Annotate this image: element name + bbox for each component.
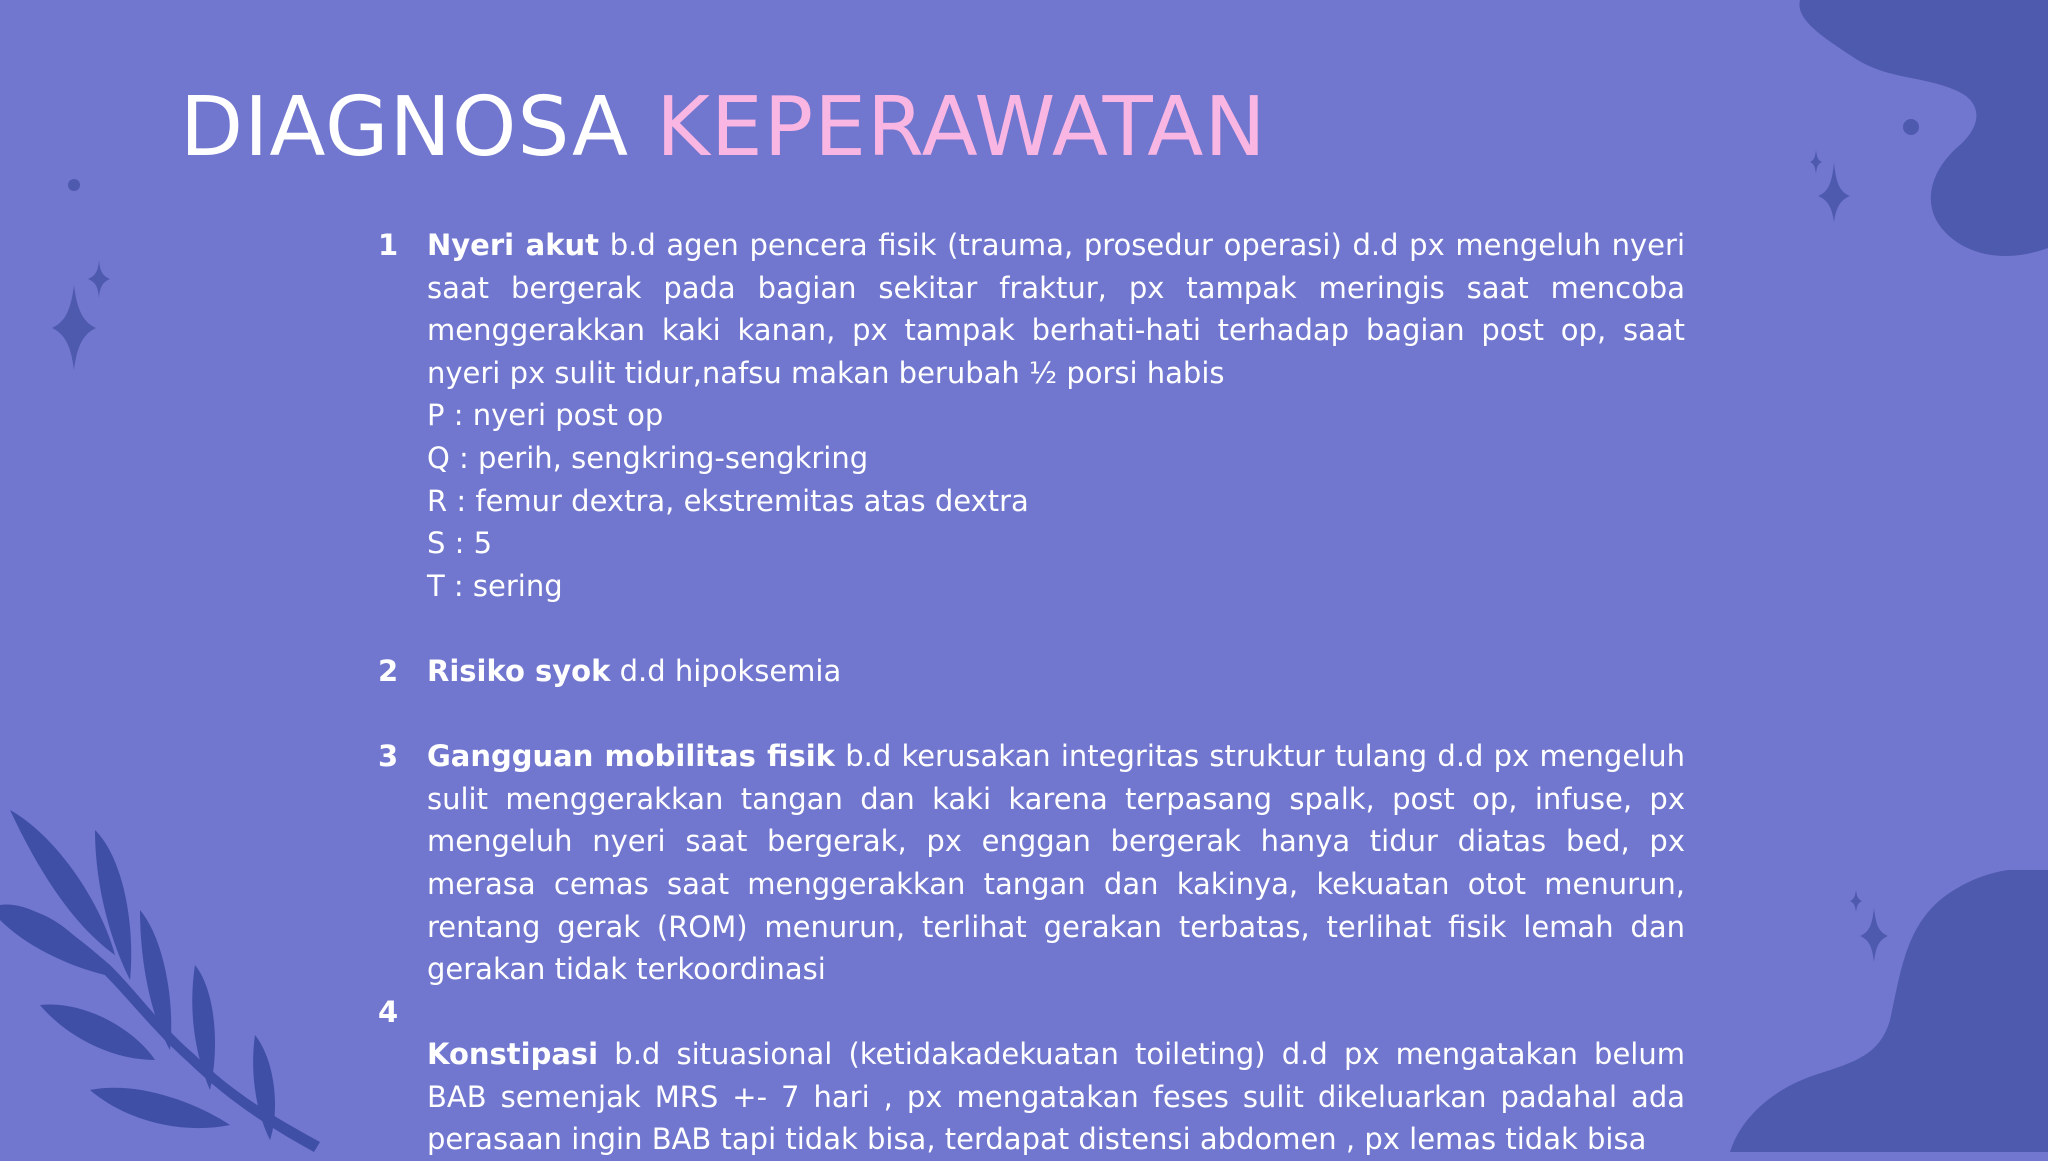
item-body: b.d agen pencera fisik (trauma, prosedur operasi) d.d px mengeluh nyeri saat bergerak pada bagian sekitar fraktur, px tampak meringis saat mencoba menggerakkan kaki kanan, px tampak berhati-hati terhadap bagian post op, saat nyeri px sulit tidur,nafsu makan berubah ½ porsi habis [427, 228, 1685, 390]
item-number: 4 [378, 994, 399, 1029]
detail-line: S : 5 [427, 526, 493, 561]
list-item [378, 224, 1685, 607]
spacer [378, 693, 1685, 736]
title-part2: KEPERAWATAN [656, 80, 1267, 175]
list-item [378, 650, 1685, 693]
item-number: 1 [378, 228, 399, 262]
dot-icon [1902, 118, 1920, 136]
list-item [378, 991, 1685, 1161]
detail-line: Q : perih, sengkring-sengkring [427, 440, 869, 475]
item-text [427, 1033, 1685, 1161]
item-number: 2 [378, 653, 399, 688]
dot-icon [67, 178, 81, 192]
item-heading: Konstipasi [427, 1037, 599, 1072]
item-body: b.d situasional (ketidakadekuatan toileting) d.d px mengatakan belum BAB semenjak MRS +- 7 hari , px mengatakan feses sulit dikeluarkan padahal ada perasaan ingin BAB tapi tidak bisa, terdapat distensi abdomen , px lemas tidak bisa [427, 1037, 1685, 1157]
page-title [180, 78, 1267, 178]
item-number: 3 [378, 739, 399, 774]
item-text [427, 224, 1685, 394]
list-item [378, 735, 1685, 991]
sparkle-icon [48, 260, 118, 370]
detail-line: R : femur dextra, ekstremitas atas dextra [427, 483, 1029, 518]
item-text [427, 650, 1685, 693]
detail-line: T : sering [427, 568, 563, 603]
title-part1: DIAGNOSA [180, 80, 630, 175]
spacer [427, 991, 1685, 1034]
item-heading: Gangguan mobilitas fisik [427, 739, 835, 774]
item-text [427, 735, 1685, 991]
item-heading: Nyeri akut [427, 228, 600, 262]
item-body: d.d hipoksemia [610, 653, 842, 688]
detail-line: P : nyeri post op [427, 398, 664, 433]
spacer [378, 607, 1685, 650]
leaf-branch [0, 790, 330, 1152]
diagnosis-list [378, 224, 1685, 1161]
sparkle-icon [1846, 890, 1896, 965]
sparkle-icon [1806, 150, 1866, 225]
item-body: b.d kerusakan integritas struktur tulang d.d px mengeluh sulit menggerakkan tangan dan kaki karena terpasang spalk, post op, infuse, px mengeluh nyeri saat bergerak, px enggan bergerak hanya tidur diatas bed, px merasa cemas saat menggerakkan tangan dan kakinya, kekuatan otot menurun, rentang gerak (ROM) menurun, terlihat gerakan terbatas, terlihat fisik lemah dan gerakan tidak terkoordinasi [427, 739, 1685, 987]
item-heading: Risiko syok [427, 653, 611, 688]
